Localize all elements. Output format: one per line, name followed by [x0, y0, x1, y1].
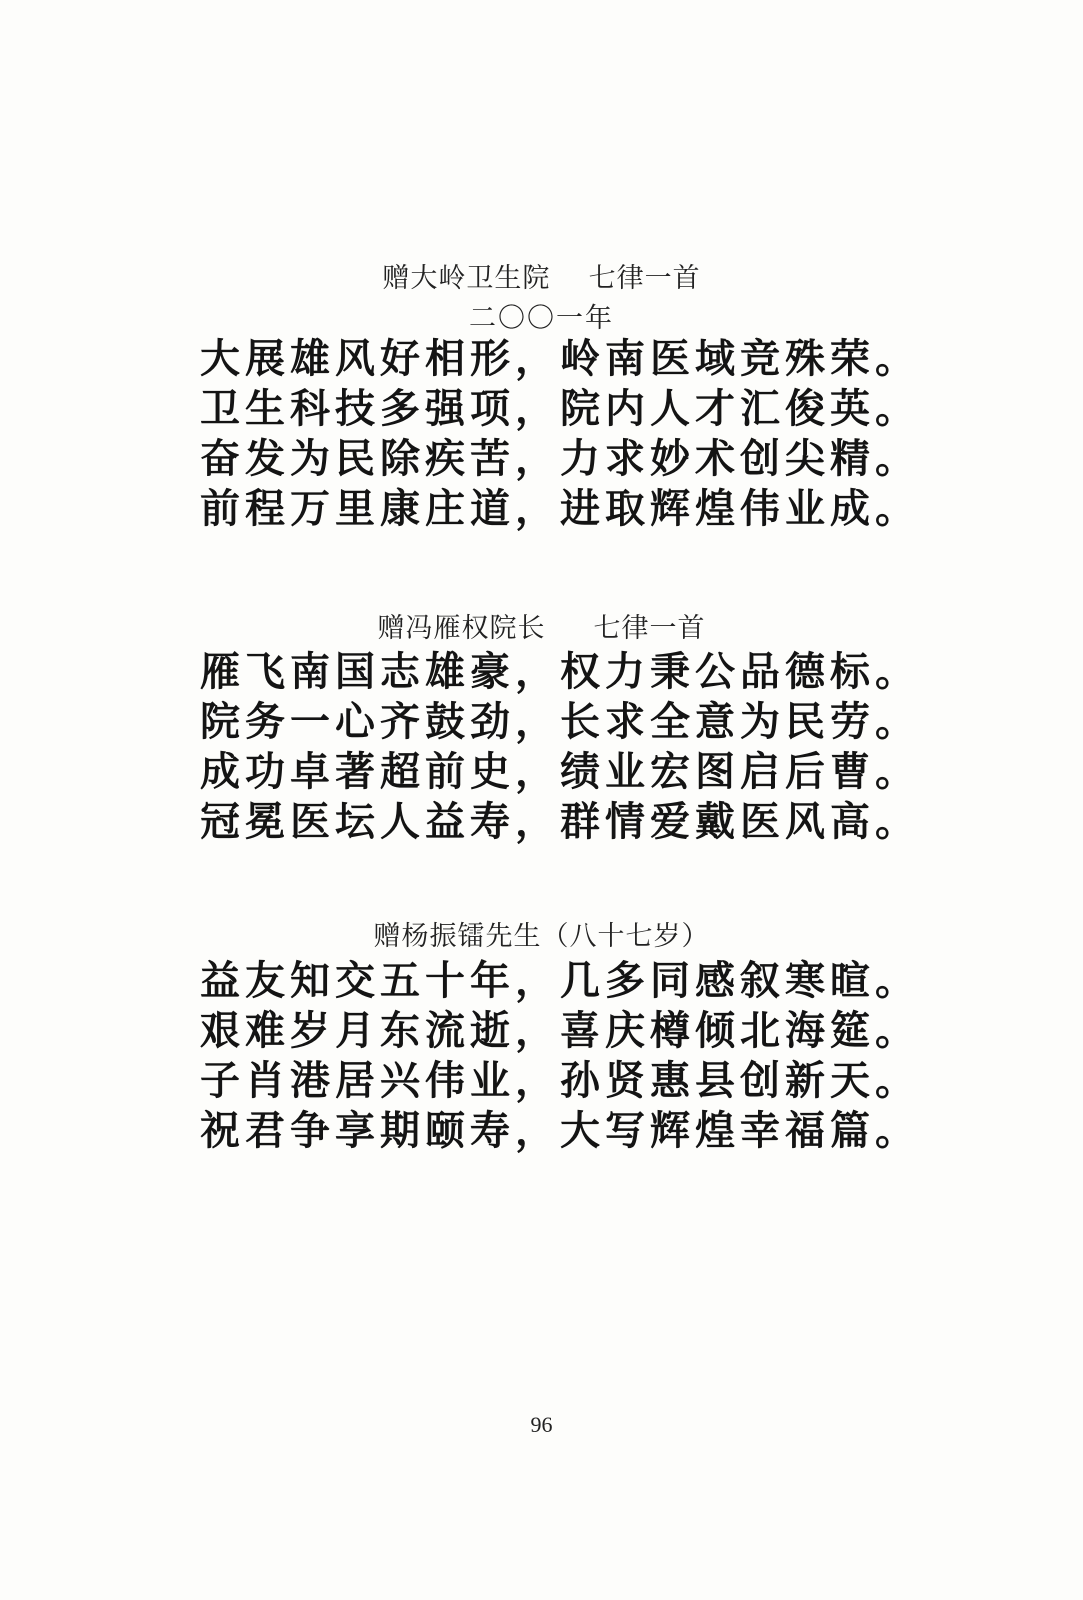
poem-1-line-2: 卫生科技多强项，院内人才汇俊英。 [200, 386, 920, 432]
page-number: 96 [530, 1412, 553, 1437]
poem-3-line-2: 艰难岁月东流逝，喜庆樽倾北海筵。 [200, 1008, 920, 1054]
poem-1-subtitle: 二〇〇一年 [469, 303, 614, 334]
poem-1-line-1: 大展雄风好相形，岭南医域竞殊荣。 [200, 336, 920, 382]
poem-2-title: 赠冯雁权院长 七律一首 [377, 613, 706, 644]
poem-2-line-3: 成功卓著超前史，绩业宏图启后曹。 [200, 749, 920, 795]
poem-1-title: 赠大岭卫生院 七律一首 [382, 263, 701, 294]
poem-3-title: 赠杨振镭先生（八十七岁） [373, 921, 710, 952]
poem-3-line-3: 子肖港居兴伟业，孙贤惠县创新天。 [200, 1058, 920, 1104]
poem-3-line-1: 益友知交五十年，几多同感叙寒暄。 [200, 958, 920, 1004]
poem-1-line-4: 前程万里康庄道，进取辉煌伟业成。 [200, 486, 920, 532]
poem-2-line-2: 院务一心齐鼓劲，长求全意为民劳。 [200, 699, 920, 745]
poem-3-line-4: 祝君争享期颐寿，大写辉煌幸福篇。 [200, 1108, 920, 1154]
poem-2-line-1: 雁飞南国志雄豪，权力秉公品德标。 [200, 649, 920, 695]
poem-2-line-4: 冠冕医坛人益寿，群情爱戴医风高。 [200, 799, 920, 845]
poem-1-line-3: 奋发为民除疾苦，力求妙术创尖精。 [200, 436, 920, 482]
